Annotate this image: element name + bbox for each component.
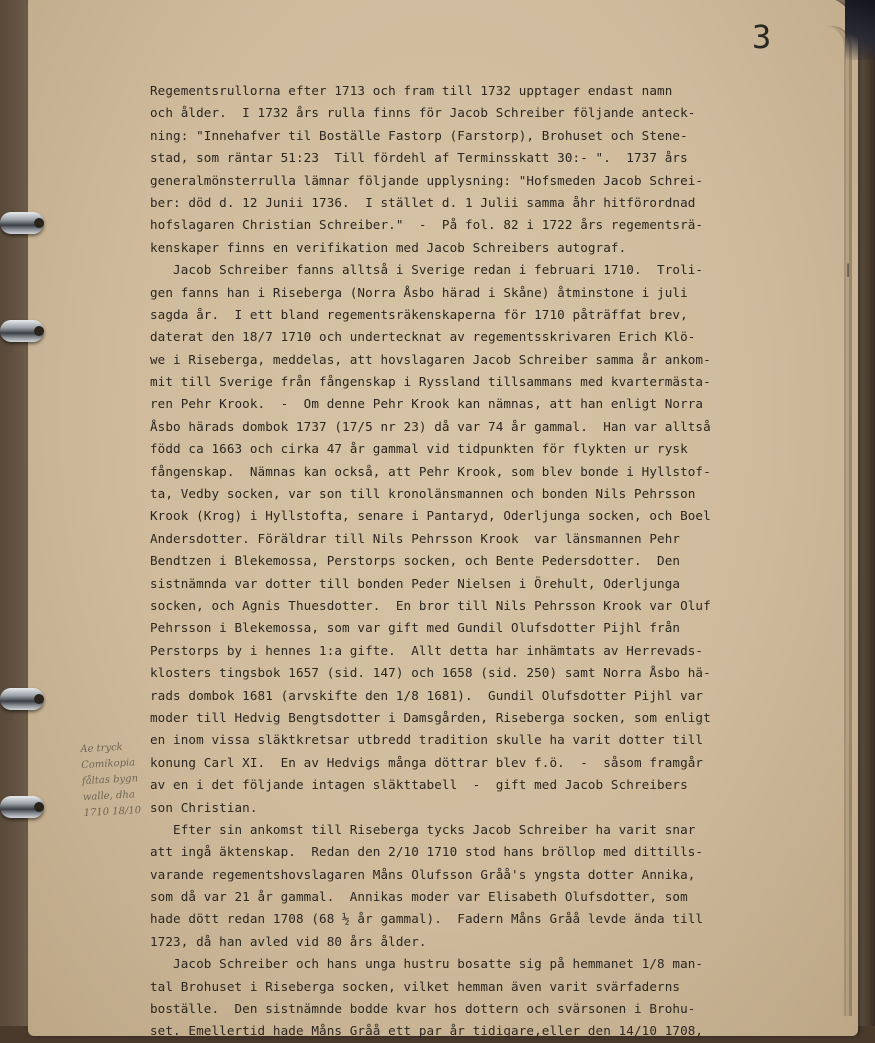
text-line: tal Brohuset i Riseberga socken, vilket hemman även varit svärfaderns [150, 978, 681, 994]
text-line: konung Carl XI. En av Hedvigs många döttrar blev f.ö. - såsom framgår [150, 754, 704, 770]
margin-note-line: Ae tryck [80, 741, 124, 756]
text-line: ta, Vedby socken, var son till kronolänsmannen och bonden Nils Pehrsson [150, 486, 696, 502]
text-line: set. Emellertid hade Måns Gråå ett par år tidigare,eller den 14/10 1708, [150, 1023, 704, 1039]
text-line: Bendtzen i Blekemossa, Perstorps socken, och Bente Pedersdotter. Den [150, 553, 681, 569]
binder-ring-1 [0, 212, 44, 234]
text-line: klosters tingsbok 1657 (sid. 147) och 1658 (sid. 250) samt Norra Åsbo hä- [150, 665, 711, 681]
margin-note-line: Comikopia [80, 757, 136, 772]
margin-note-line: 1710 18/10 [83, 805, 142, 820]
background-corner [845, 0, 875, 60]
text-line: daterat den 18/7 1710 och undertecknat av regementsskrivaren Erich Klö- [150, 329, 696, 345]
text-line: född ca 1663 och cirka 47 år gammal vid tidpunkten för flykten ur rysk [150, 441, 688, 457]
text-line: boställe. Den sistnämnde bodde kvar hos dottern och svärsonen i Brohu- [150, 1001, 696, 1017]
text-line: kenskaper finns en verifikation med Jacob Schreibers autograf. [150, 239, 627, 255]
text-line: en inom vissa släktkretsar utbredd tradition skulle ha varit dotter till [150, 732, 704, 748]
text-line: sistnämnda var dotter till bonden Peder Nielsen i Örehult, Oderljunga [150, 575, 681, 591]
text-line: ren Pehr Krook. - Om denne Pehr Krook kan nämnas, att han enligt Norra [150, 396, 704, 412]
text-line: Åsbo härads dombok 1737 (17/5 nr 23) då var 74 år gammal. Han var alltså [150, 418, 711, 434]
text-line: moder till Hedvig Bengtsdotter i Damsgården, Riseberga socken, som enligt [150, 709, 711, 725]
text-line: gen fanns han i Riseberga (Norra Åsbo härad i Skåne) åtminstone i juli [150, 284, 688, 300]
text-line: att ingå äktenskap. Redan den 2/10 1710 stod hans bröllop med dittills- [150, 844, 704, 860]
text-line: varande regementshovslagaren Måns Olufsson Gråå's yngsta dotter Annika, [150, 866, 696, 882]
text-line: som då var 21 år gammal. Annikas moder var Elisabeth Olufsdotter, som [150, 889, 688, 905]
binder-ring-2 [0, 320, 44, 342]
text-line: sagda år. I ett bland regementsräkenskaperna för 1710 påträffat brev, [150, 306, 688, 322]
text-line: stad, som räntar 51:23 Till fördehl af Terminsskatt 30:- ". 1737 års [150, 150, 688, 166]
text-line: mit till Sverige från fångenskap i Ryssland tillsammans med kvartermästa- [150, 374, 711, 390]
text-line: we i Riseberga, meddelas, att hovslagaren Jacob Schreiber samma år ankom- [150, 351, 711, 367]
text-line: hofslagaren Christian Schreiber." - På fol. 82 i 1722 års regementsrä- [150, 217, 704, 233]
text-line: Pehrsson i Blekemossa, som var gift med Gundil Olufsdotter Pijhl från [150, 620, 681, 636]
text-line: Efter sin ankomst till Riseberga tycks Jacob Schreiber ha varit snar [150, 821, 696, 837]
text-line: son Christian. [150, 799, 258, 815]
text-line: fångenskap. Nämnas kan också, att Pehr Krook, som blev bonde i Hyllstof- [150, 463, 711, 479]
margin-note-line: fåltas bygn [81, 773, 139, 788]
page-number: 3 [752, 18, 772, 56]
typewritten-body [150, 80, 840, 1043]
text-line: rads dombok 1681 (arvskifte den 1/8 1681). Gundil Olufsdotter Pijhl var [150, 687, 704, 703]
text-line: generalmönsterrulla lämnar följande upplysning: "Hofsmeden Jacob Schrei- [150, 172, 704, 188]
margin-note-line: walle, dha [82, 789, 136, 804]
text-line: Jacob Schreiber och hans unga hustru bosatte sig på hemmanet 1/8 man- [150, 956, 704, 972]
text-line: Perstorps by i hennes 1:a gifte. Allt detta har inhämtats av Herrevads- [150, 642, 704, 658]
text-line: hade dött redan 1708 (68 ½ år gammal). Fadern Måns Gråå levde ända till [150, 911, 704, 927]
text-line: socken, och Agnis Thuesdotter. En bror till Nils Pehrsson Krook var Oluf [150, 597, 711, 613]
text-line: 1723, då han avled vid 80 års ålder. [150, 933, 427, 949]
text-line: Regementsrullorna efter 1713 och fram till 1732 upptager endast namn [150, 83, 673, 98]
text-line: Andersdotter. Föräldrar till Nils Pehrsson Krook var länsmannen Pehr [150, 530, 681, 546]
text-line: ning: "Innehafver til Boställe Fastorp (Farstorp), Brohuset och Stene- [150, 127, 688, 143]
margin-tick-mark: ǀ [846, 262, 851, 278]
binder-ring-4 [0, 796, 44, 818]
binder-ring-3 [0, 688, 44, 710]
handwritten-margin-note [80, 738, 164, 822]
text-line: Krook (Krog) i Hyllstofta, senare i Pantaryd, Oderljunga socken, och Boel [150, 508, 711, 524]
text-line: och ålder. I 1732 års rulla finns för Jacob Schreiber följande anteck- [150, 105, 696, 121]
text-line: av en i det följande intagen släkttabell - gift med Jacob Schreibers [150, 777, 688, 793]
text-line: Jacob Schreiber fanns alltså i Sverige redan i februari 1710. Troli- [150, 262, 704, 278]
text-line: ber: död d. 12 Junii 1736. I stället d. 1 Julii samma åhr hitförordnad [150, 194, 696, 210]
